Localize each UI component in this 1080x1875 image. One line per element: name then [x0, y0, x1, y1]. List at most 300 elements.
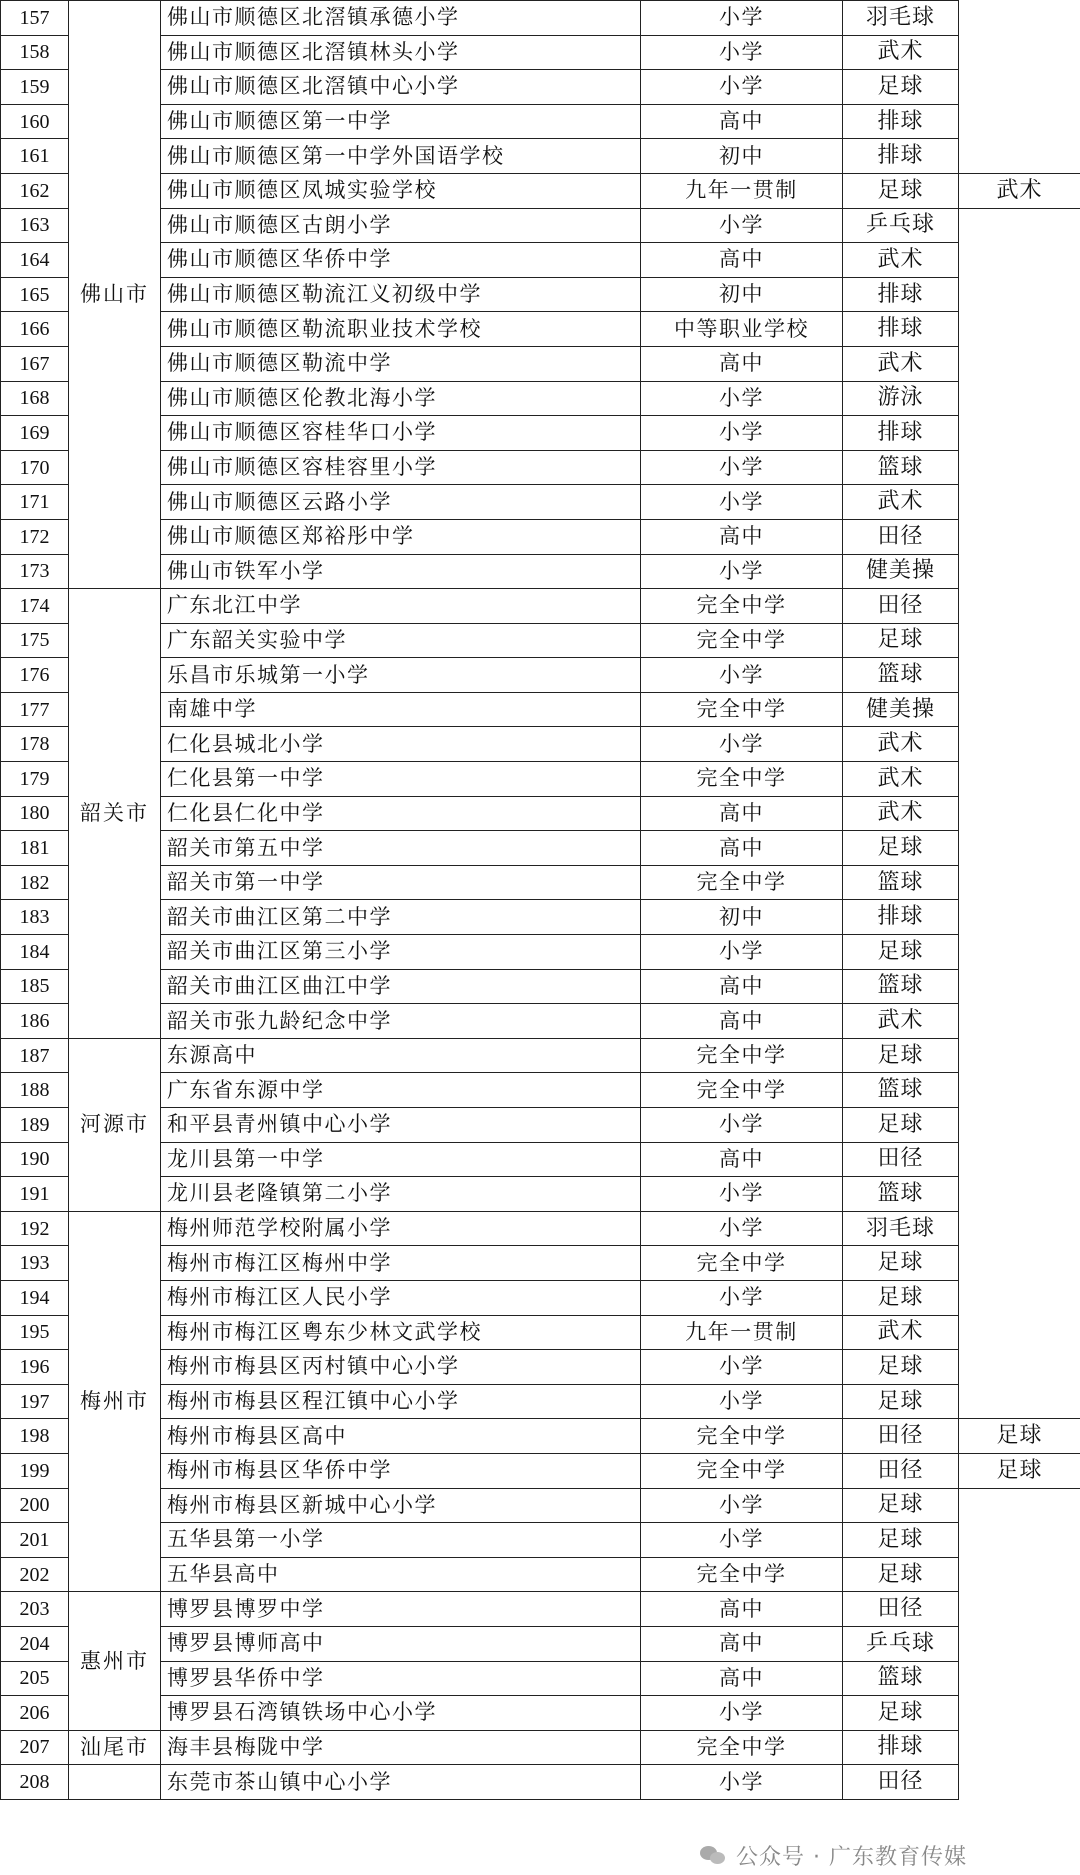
second-sport-item	[959, 658, 1080, 693]
row-number: 170	[1, 450, 69, 485]
second-sport-item	[959, 1730, 1080, 1765]
sport-item: 排球	[843, 312, 959, 347]
second-sport-item	[959, 243, 1080, 278]
sport-item: 足球	[843, 1384, 959, 1419]
table-body	[1, 1, 1080, 1800]
city-cell: 汕尾市	[69, 1730, 161, 1765]
row-number: 159	[1, 70, 69, 105]
table-row	[1, 1073, 1080, 1108]
sport-item: 篮球	[843, 969, 959, 1004]
second-sport-item	[959, 1038, 1080, 1073]
row-number: 195	[1, 1315, 69, 1350]
row-number: 182	[1, 865, 69, 900]
second-sport-item	[959, 416, 1080, 451]
school-name: 韶关市张九龄纪念中学	[161, 1004, 641, 1039]
second-sport-item	[959, 1592, 1080, 1627]
school-type: 完全中学	[641, 623, 843, 658]
school-name: 五华县第一小学	[161, 1523, 641, 1558]
row-number: 189	[1, 1108, 69, 1143]
table-row	[1, 623, 1080, 658]
sport-item: 足球	[843, 1280, 959, 1315]
school-name: 广东北江中学	[161, 589, 641, 624]
sport-item: 田径	[843, 1592, 959, 1627]
second-sport-item	[959, 1177, 1080, 1212]
sport-item: 排球	[843, 900, 959, 935]
sport-item: 篮球	[843, 1661, 959, 1696]
sport-item: 足球	[843, 70, 959, 105]
second-sport-item	[959, 692, 1080, 727]
school-type: 高中	[641, 1142, 843, 1177]
sport-item: 田径	[843, 1142, 959, 1177]
city-cell: 惠州市	[69, 1592, 161, 1730]
school-name: 五华县高中	[161, 1557, 641, 1592]
second-sport-item	[959, 208, 1080, 243]
table-row	[1, 1557, 1080, 1592]
table-row	[1, 277, 1080, 312]
watermark-text: 公众号 · 广东教育传媒	[736, 1844, 967, 1870]
school-type: 完全中学	[641, 1557, 843, 1592]
row-number: 163	[1, 208, 69, 243]
second-sport-item	[959, 554, 1080, 589]
sport-item: 田径	[843, 1419, 959, 1454]
watermark	[700, 1840, 967, 1870]
table-row	[1, 381, 1080, 416]
second-sport-item	[959, 1696, 1080, 1731]
school-name: 梅州市梅江区梅州中学	[161, 1246, 641, 1281]
school-name: 韶关市第五中学	[161, 831, 641, 866]
sport-item: 羽毛球	[843, 1211, 959, 1246]
table-row	[1, 1, 1080, 36]
school-type: 完全中学	[641, 589, 843, 624]
sport-item: 田径	[843, 589, 959, 624]
school-name: 梅州市梅县区程江镇中心小学	[161, 1384, 641, 1419]
school-type: 小学	[641, 1280, 843, 1315]
school-name: 佛山市顺德区勒流江义初级中学	[161, 277, 641, 312]
table-row	[1, 1315, 1080, 1350]
second-sport-item	[959, 1315, 1080, 1350]
city-cell	[69, 1765, 161, 1800]
row-number: 201	[1, 1523, 69, 1558]
sport-item: 武术	[843, 762, 959, 797]
school-name: 仁化县第一中学	[161, 762, 641, 797]
school-type: 完全中学	[641, 1730, 843, 1765]
school-type: 高中	[641, 104, 843, 139]
school-type: 高中	[641, 796, 843, 831]
row-number: 171	[1, 485, 69, 520]
school-name: 梅州市梅县区华侨中学	[161, 1453, 641, 1488]
second-sport-item	[959, 1246, 1080, 1281]
school-name: 梅州市梅江区人民小学	[161, 1280, 641, 1315]
school-name: 佛山市顺德区容桂容里小学	[161, 450, 641, 485]
second-sport-item	[959, 1211, 1080, 1246]
sport-item: 足球	[843, 1108, 959, 1143]
row-number: 160	[1, 104, 69, 139]
second-sport-item	[959, 1661, 1080, 1696]
school-name: 广东韶关实验中学	[161, 623, 641, 658]
row-number: 180	[1, 796, 69, 831]
table-row	[1, 1177, 1080, 1212]
table-row	[1, 969, 1080, 1004]
sport-item: 健美操	[843, 554, 959, 589]
row-number: 167	[1, 346, 69, 381]
sport-item: 足球	[843, 1523, 959, 1558]
table-row	[1, 692, 1080, 727]
sport-item: 足球	[843, 831, 959, 866]
school-type: 完全中学	[641, 1419, 843, 1454]
school-name: 博罗县博师高中	[161, 1626, 641, 1661]
table-row	[1, 589, 1080, 624]
school-type: 小学	[641, 208, 843, 243]
table-row	[1, 519, 1080, 554]
school-type: 小学	[641, 1765, 843, 1800]
school-type: 初中	[641, 900, 843, 935]
second-sport-item	[959, 519, 1080, 554]
school-type: 小学	[641, 450, 843, 485]
school-type: 高中	[641, 1004, 843, 1039]
row-number: 206	[1, 1696, 69, 1731]
sport-item: 足球	[843, 1557, 959, 1592]
city-cell: 韶关市	[69, 589, 161, 1039]
school-type: 完全中学	[641, 1246, 843, 1281]
table-row	[1, 1419, 1080, 1454]
school-type: 小学	[641, 935, 843, 970]
table-row	[1, 450, 1080, 485]
sport-item: 篮球	[843, 1177, 959, 1212]
table-row	[1, 1488, 1080, 1523]
sport-item: 田径	[843, 1765, 959, 1800]
school-name: 佛山市顺德区北滘镇承德小学	[161, 1, 641, 36]
school-name: 佛山市顺德区第一中学	[161, 104, 641, 139]
school-type: 小学	[641, 554, 843, 589]
table-row	[1, 1626, 1080, 1661]
school-type: 高中	[641, 969, 843, 1004]
table-row	[1, 70, 1080, 105]
second-sport-item	[959, 35, 1080, 70]
table-row	[1, 1350, 1080, 1385]
school-name: 佛山市顺德区凤城实验学校	[161, 173, 641, 208]
row-number: 188	[1, 1073, 69, 1108]
row-number: 179	[1, 762, 69, 797]
second-sport-item	[959, 450, 1080, 485]
row-number: 208	[1, 1765, 69, 1800]
school-name: 博罗县石湾镇铁场中心小学	[161, 1696, 641, 1731]
table-row	[1, 1592, 1080, 1627]
row-number: 191	[1, 1177, 69, 1212]
row-number: 185	[1, 969, 69, 1004]
table-row	[1, 1108, 1080, 1143]
sport-item: 排球	[843, 139, 959, 174]
row-number: 168	[1, 381, 69, 416]
second-sport-item	[959, 831, 1080, 866]
sport-item: 武术	[843, 1004, 959, 1039]
second-sport-item	[959, 1142, 1080, 1177]
table-row	[1, 935, 1080, 970]
school-name: 佛山市顺德区北滘镇中心小学	[161, 70, 641, 105]
second-sport-item	[959, 1108, 1080, 1143]
second-sport-item	[959, 1384, 1080, 1419]
school-type: 初中	[641, 277, 843, 312]
school-type: 高中	[641, 1626, 843, 1661]
second-sport-item	[959, 1557, 1080, 1592]
sport-item: 田径	[843, 1453, 959, 1488]
school-name: 佛山市铁军小学	[161, 554, 641, 589]
school-name: 梅州市梅县区新城中心小学	[161, 1488, 641, 1523]
row-number: 186	[1, 1004, 69, 1039]
school-name: 乐昌市乐城第一小学	[161, 658, 641, 693]
table-row	[1, 139, 1080, 174]
school-name: 韶关市第一中学	[161, 865, 641, 900]
sport-item: 乒乓球	[843, 1626, 959, 1661]
sport-item: 足球	[843, 1488, 959, 1523]
school-type: 小学	[641, 1211, 843, 1246]
row-number: 176	[1, 658, 69, 693]
row-number: 184	[1, 935, 69, 970]
table-row	[1, 173, 1080, 208]
row-number: 193	[1, 1246, 69, 1281]
table-row	[1, 831, 1080, 866]
city-cell: 梅州市	[69, 1211, 161, 1592]
table-row	[1, 346, 1080, 381]
school-type: 小学	[641, 485, 843, 520]
row-number: 204	[1, 1626, 69, 1661]
second-sport-item	[959, 1350, 1080, 1385]
school-type: 初中	[641, 139, 843, 174]
city-cell: 佛山市	[69, 1, 161, 589]
row-number: 205	[1, 1661, 69, 1696]
school-type: 完全中学	[641, 1073, 843, 1108]
sport-item: 游泳	[843, 381, 959, 416]
second-sport-item	[959, 1073, 1080, 1108]
table-row	[1, 1004, 1080, 1039]
school-type: 小学	[641, 70, 843, 105]
second-sport-item	[959, 346, 1080, 381]
row-number: 166	[1, 312, 69, 347]
table-row	[1, 1453, 1080, 1488]
row-number: 194	[1, 1280, 69, 1315]
table-row	[1, 900, 1080, 935]
school-type: 小学	[641, 1696, 843, 1731]
second-sport-item	[959, 104, 1080, 139]
table-row	[1, 1765, 1080, 1800]
school-name: 佛山市顺德区容桂华口小学	[161, 416, 641, 451]
table-row	[1, 1661, 1080, 1696]
second-sport-item	[959, 1765, 1080, 1800]
table-row	[1, 485, 1080, 520]
school-type: 完全中学	[641, 865, 843, 900]
second-sport-item	[959, 1, 1080, 36]
sport-item: 足球	[843, 1696, 959, 1731]
sport-item: 足球	[843, 1038, 959, 1073]
row-number: 197	[1, 1384, 69, 1419]
table-row	[1, 1142, 1080, 1177]
school-name: 佛山市顺德区云路小学	[161, 485, 641, 520]
table-row	[1, 35, 1080, 70]
school-type: 小学	[641, 1523, 843, 1558]
school-type: 小学	[641, 727, 843, 762]
second-sport-item	[959, 762, 1080, 797]
second-sport-item: 足球	[959, 1419, 1080, 1454]
second-sport-item	[959, 70, 1080, 105]
table-row	[1, 1730, 1080, 1765]
school-name: 佛山市顺德区华侨中学	[161, 243, 641, 278]
row-number: 158	[1, 35, 69, 70]
school-type: 小学	[641, 658, 843, 693]
sport-item: 足球	[843, 1350, 959, 1385]
school-type: 小学	[641, 1108, 843, 1143]
school-name: 梅州市梅县区高中	[161, 1419, 641, 1454]
school-name: 海丰县梅陇中学	[161, 1730, 641, 1765]
row-number: 196	[1, 1350, 69, 1385]
table-row	[1, 1211, 1080, 1246]
table-row	[1, 762, 1080, 797]
sport-item: 足球	[843, 1246, 959, 1281]
sport-item: 武术	[843, 346, 959, 381]
school-type: 小学	[641, 1384, 843, 1419]
school-name: 韶关市曲江区第二中学	[161, 900, 641, 935]
second-sport-item	[959, 1488, 1080, 1523]
table-row	[1, 208, 1080, 243]
second-sport-item	[959, 485, 1080, 520]
school-type: 高中	[641, 831, 843, 866]
school-type: 高中	[641, 1661, 843, 1696]
row-number: 165	[1, 277, 69, 312]
sport-item: 足球	[843, 935, 959, 970]
school-name: 佛山市顺德区第一中学外国语学校	[161, 139, 641, 174]
row-number: 183	[1, 900, 69, 935]
school-type: 高中	[641, 1592, 843, 1627]
second-sport-item	[959, 1004, 1080, 1039]
school-name: 佛山市顺德区北滘镇林头小学	[161, 35, 641, 70]
sport-item: 篮球	[843, 1073, 959, 1108]
second-sport-item	[959, 727, 1080, 762]
sport-item: 武术	[843, 243, 959, 278]
school-name: 博罗县博罗中学	[161, 1592, 641, 1627]
second-sport-item	[959, 865, 1080, 900]
row-number: 192	[1, 1211, 69, 1246]
school-type: 小学	[641, 1488, 843, 1523]
row-number: 157	[1, 1, 69, 36]
sport-item: 健美操	[843, 692, 959, 727]
sport-item: 乒乓球	[843, 208, 959, 243]
school-name: 和平县青州镇中心小学	[161, 1108, 641, 1143]
table-row	[1, 658, 1080, 693]
school-name: 韶关市曲江区第三小学	[161, 935, 641, 970]
row-number: 164	[1, 243, 69, 278]
school-name: 佛山市顺德区郑裕彤中学	[161, 519, 641, 554]
school-type: 完全中学	[641, 1453, 843, 1488]
table-row	[1, 416, 1080, 451]
row-number: 172	[1, 519, 69, 554]
school-type: 中等职业学校	[641, 312, 843, 347]
table-row	[1, 312, 1080, 347]
school-type: 小学	[641, 1177, 843, 1212]
school-name: 佛山市顺德区古朗小学	[161, 208, 641, 243]
sport-item: 武术	[843, 1315, 959, 1350]
school-type: 完全中学	[641, 1038, 843, 1073]
second-sport-item	[959, 900, 1080, 935]
sport-item: 篮球	[843, 450, 959, 485]
sport-item: 排球	[843, 1730, 959, 1765]
school-name: 南雄中学	[161, 692, 641, 727]
city-cell: 河源市	[69, 1038, 161, 1211]
row-number: 181	[1, 831, 69, 866]
table-row	[1, 554, 1080, 589]
table-row	[1, 796, 1080, 831]
row-number: 169	[1, 416, 69, 451]
school-name: 仁化县仁化中学	[161, 796, 641, 831]
second-sport-item	[959, 969, 1080, 1004]
second-sport-item	[959, 935, 1080, 970]
school-name: 韶关市曲江区曲江中学	[161, 969, 641, 1004]
school-type: 小学	[641, 416, 843, 451]
row-number: 203	[1, 1592, 69, 1627]
sport-item: 排球	[843, 416, 959, 451]
row-number: 207	[1, 1730, 69, 1765]
sport-item: 足球	[843, 173, 959, 208]
school-name: 梅州市梅县区丙村镇中心小学	[161, 1350, 641, 1385]
sport-item: 篮球	[843, 865, 959, 900]
sport-item: 足球	[843, 623, 959, 658]
row-number: 199	[1, 1453, 69, 1488]
school-name: 仁化县城北小学	[161, 727, 641, 762]
table-row	[1, 1246, 1080, 1281]
school-type: 小学	[641, 1, 843, 36]
school-name: 东莞市茶山镇中心小学	[161, 1765, 641, 1800]
row-number: 178	[1, 727, 69, 762]
school-type: 高中	[641, 243, 843, 278]
table-row	[1, 1384, 1080, 1419]
row-number: 174	[1, 589, 69, 624]
school-name: 梅州市梅江区粤东少林文武学校	[161, 1315, 641, 1350]
table-row	[1, 1038, 1080, 1073]
second-sport-item	[959, 1280, 1080, 1315]
second-sport-item	[959, 589, 1080, 624]
school-name: 龙川县老隆镇第二小学	[161, 1177, 641, 1212]
school-name: 佛山市顺德区勒流职业技术学校	[161, 312, 641, 347]
sport-item: 羽毛球	[843, 1, 959, 36]
table-row	[1, 104, 1080, 139]
second-sport-item	[959, 1626, 1080, 1661]
school-type: 高中	[641, 519, 843, 554]
table-row	[1, 1280, 1080, 1315]
sport-item: 武术	[843, 727, 959, 762]
sport-item: 武术	[843, 485, 959, 520]
school-name: 广东省东源中学	[161, 1073, 641, 1108]
row-number: 161	[1, 139, 69, 174]
row-number: 173	[1, 554, 69, 589]
school-type: 小学	[641, 381, 843, 416]
second-sport-item	[959, 277, 1080, 312]
school-type: 九年一贯制	[641, 1315, 843, 1350]
school-name: 佛山市顺德区勒流中学	[161, 346, 641, 381]
second-sport-item	[959, 312, 1080, 347]
sport-item: 武术	[843, 796, 959, 831]
table-row	[1, 727, 1080, 762]
sport-item: 武术	[843, 35, 959, 70]
sport-item: 篮球	[843, 658, 959, 693]
table-row	[1, 1696, 1080, 1731]
second-sport-item	[959, 796, 1080, 831]
school-type: 高中	[641, 346, 843, 381]
second-sport-item	[959, 381, 1080, 416]
school-type: 完全中学	[641, 692, 843, 727]
wechat-icon	[700, 1844, 728, 1866]
school-name: 佛山市顺德区伦教北海小学	[161, 381, 641, 416]
row-number: 202	[1, 1557, 69, 1592]
table-row	[1, 243, 1080, 278]
row-number: 190	[1, 1142, 69, 1177]
table-row	[1, 1523, 1080, 1558]
